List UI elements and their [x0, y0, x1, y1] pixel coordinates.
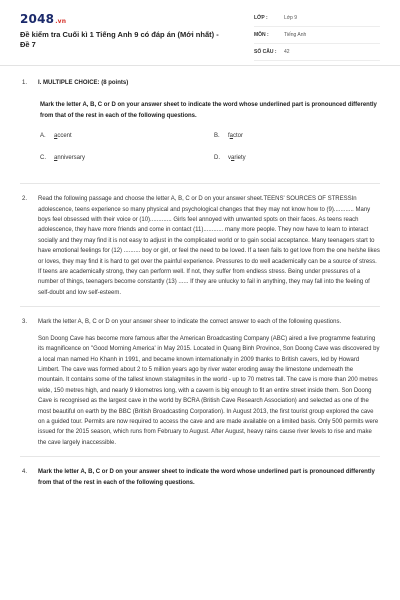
- reading-passage: Son Doong Cave has become more famous after the American Broadcasting Company (ABC) aired a live programme featuring its magnificence on "Good Morning America' in May 2015. Located in Quang Binh Province, Son Doong Cave was discovered by a local man named Ho Khanh in 1991, and became known internationally in 2009 thanks to British cavers, led by Howard Limbert. The cave was formed about 2 to 5 million years ago by river water eroding away the limestone underneath the mountain. It contains some of the tallest known stalagmites in the world - up to 70 metres tall. The cave is more than 200 metres wide, 150 metres high, and nearly 9 kilometres long, with a cavern is big enough to fit an entire street inside them. Son Doong Cave is recognised as the largest cave in the world by BCRA (British Cave Research Association) and selected as one of the most beautiful on earth by the BBC (British Broadcasting Corporation). In August 2013, the first tourist group explored the cave on a guided tour. Permits are now required to access the cave and are made available on a limited basis. Only 500 permits were issued for the 2015 season, which runs from February to August. After August, heavy rains cause river levels to rise and make the cave largely inaccessible.: [38, 335, 380, 446]
- question-number: 2.: [22, 196, 28, 203]
- meta-key: LỚP :: [254, 15, 268, 21]
- option-underlined: a: [54, 155, 58, 162]
- option-text-post: ccent: [57, 133, 72, 140]
- question-3: [20, 317, 380, 448]
- option-d[interactable]: [214, 153, 246, 163]
- section-heading: I. MULTIPLE CHOICE: (8 points): [38, 80, 129, 86]
- site-logo[interactable]: [20, 12, 66, 26]
- meta-table: [254, 10, 380, 61]
- question-2: [20, 194, 380, 298]
- question-number: 1.: [22, 80, 28, 86]
- option-underlined: a: [229, 133, 234, 140]
- option-b[interactable]: [214, 131, 243, 141]
- question-instruction: Mark the letter A, B, C or D on your answer sheet to indicate the word whose underlined part is pronounced differently from that of the rest in each of the following questions.: [40, 102, 377, 119]
- option-text-post: riety: [234, 155, 246, 162]
- option-c[interactable]: [40, 153, 85, 163]
- option-letter: A.: [40, 133, 46, 140]
- meta-row-class: [254, 10, 380, 27]
- meta-value: Lớp 9: [284, 15, 298, 21]
- option-text-pre: f: [228, 133, 230, 140]
- option-underlined: a: [54, 133, 58, 140]
- meta-row-subject: [254, 27, 380, 44]
- answer-options: [40, 131, 380, 175]
- page-header: [0, 0, 400, 66]
- option-letter: B.: [214, 133, 220, 140]
- question-4: [20, 467, 380, 488]
- divider: [20, 456, 380, 457]
- divider: [20, 306, 380, 307]
- meta-key: SỐ CÂU :: [254, 49, 277, 55]
- exam-content: [20, 78, 380, 488]
- meta-value: Tiếng Anh: [284, 32, 307, 38]
- question-number: 4.: [22, 469, 28, 476]
- meta-row-count: [254, 44, 380, 61]
- option-underlined: a: [231, 155, 235, 162]
- option-row: [40, 153, 380, 175]
- option-row: [40, 131, 380, 153]
- option-letter: C.: [40, 155, 46, 162]
- option-text-post: nniversary: [57, 155, 86, 162]
- question-instruction: Mark the letter A, B, C or D on your answer sheet to indicate the word whose underlined part is pronounced differently from that of the rest in each of the following questions.: [38, 469, 375, 486]
- option-a[interactable]: [40, 131, 72, 141]
- document-title: Đề kiểm tra Cuối kì 1 Tiếng Anh 9 có đáp án (Mới nhất) - Đề 7: [20, 30, 219, 49]
- meta-key: MÔN :: [254, 32, 269, 38]
- option-letter: D.: [214, 155, 220, 162]
- logo-suffix: .vn: [55, 18, 67, 25]
- meta-value: 42: [284, 49, 290, 55]
- question-instruction: Mark the letter A, B, C or D on your answer sheer to indicate the correct answer to each of the following questions.: [38, 319, 342, 326]
- question-number: 3.: [22, 319, 28, 326]
- question-1: [20, 78, 380, 175]
- divider: [20, 183, 380, 184]
- question-passage: Read the following passage and choose the letter A, B, C or D on your answer sheet.TEENS' SOURCES OF STRESSIn adolescence, teens experience so many physical and psychological changes that they may not know how to (9)............ Many boys feel obsessed with their voice or (10)............. Girls feel annoyed with unwanted spots on their faces. As teens reach adolescence, they have more friends and come in contact (11)............ many more people. They now have to learn to interact socially and they may find it is not easy to adjust in the complicated world or to gain social acceptance. Many teenagers start to have emotional feelings for (12) .......... boy or girl, or feel the need to be loved. If a teen fails to get love from the one he/she likes or loves, they may find it is hard to get over the painful experience. Pressures to do well academically can be a source of stress. If teens are academically strong, they can perform well. If not, they suffer from endless stress. Being under pressures of a number of things, teenagers become constantly (13) ...... If they are unlucky to fail in anything, they may fall into the feeling of self-doubt and low self-esteem.: [38, 196, 380, 296]
- logo-text: 2048: [20, 12, 55, 26]
- option-text-pre: v: [228, 155, 231, 162]
- option-text-post: ctor: [233, 133, 244, 140]
